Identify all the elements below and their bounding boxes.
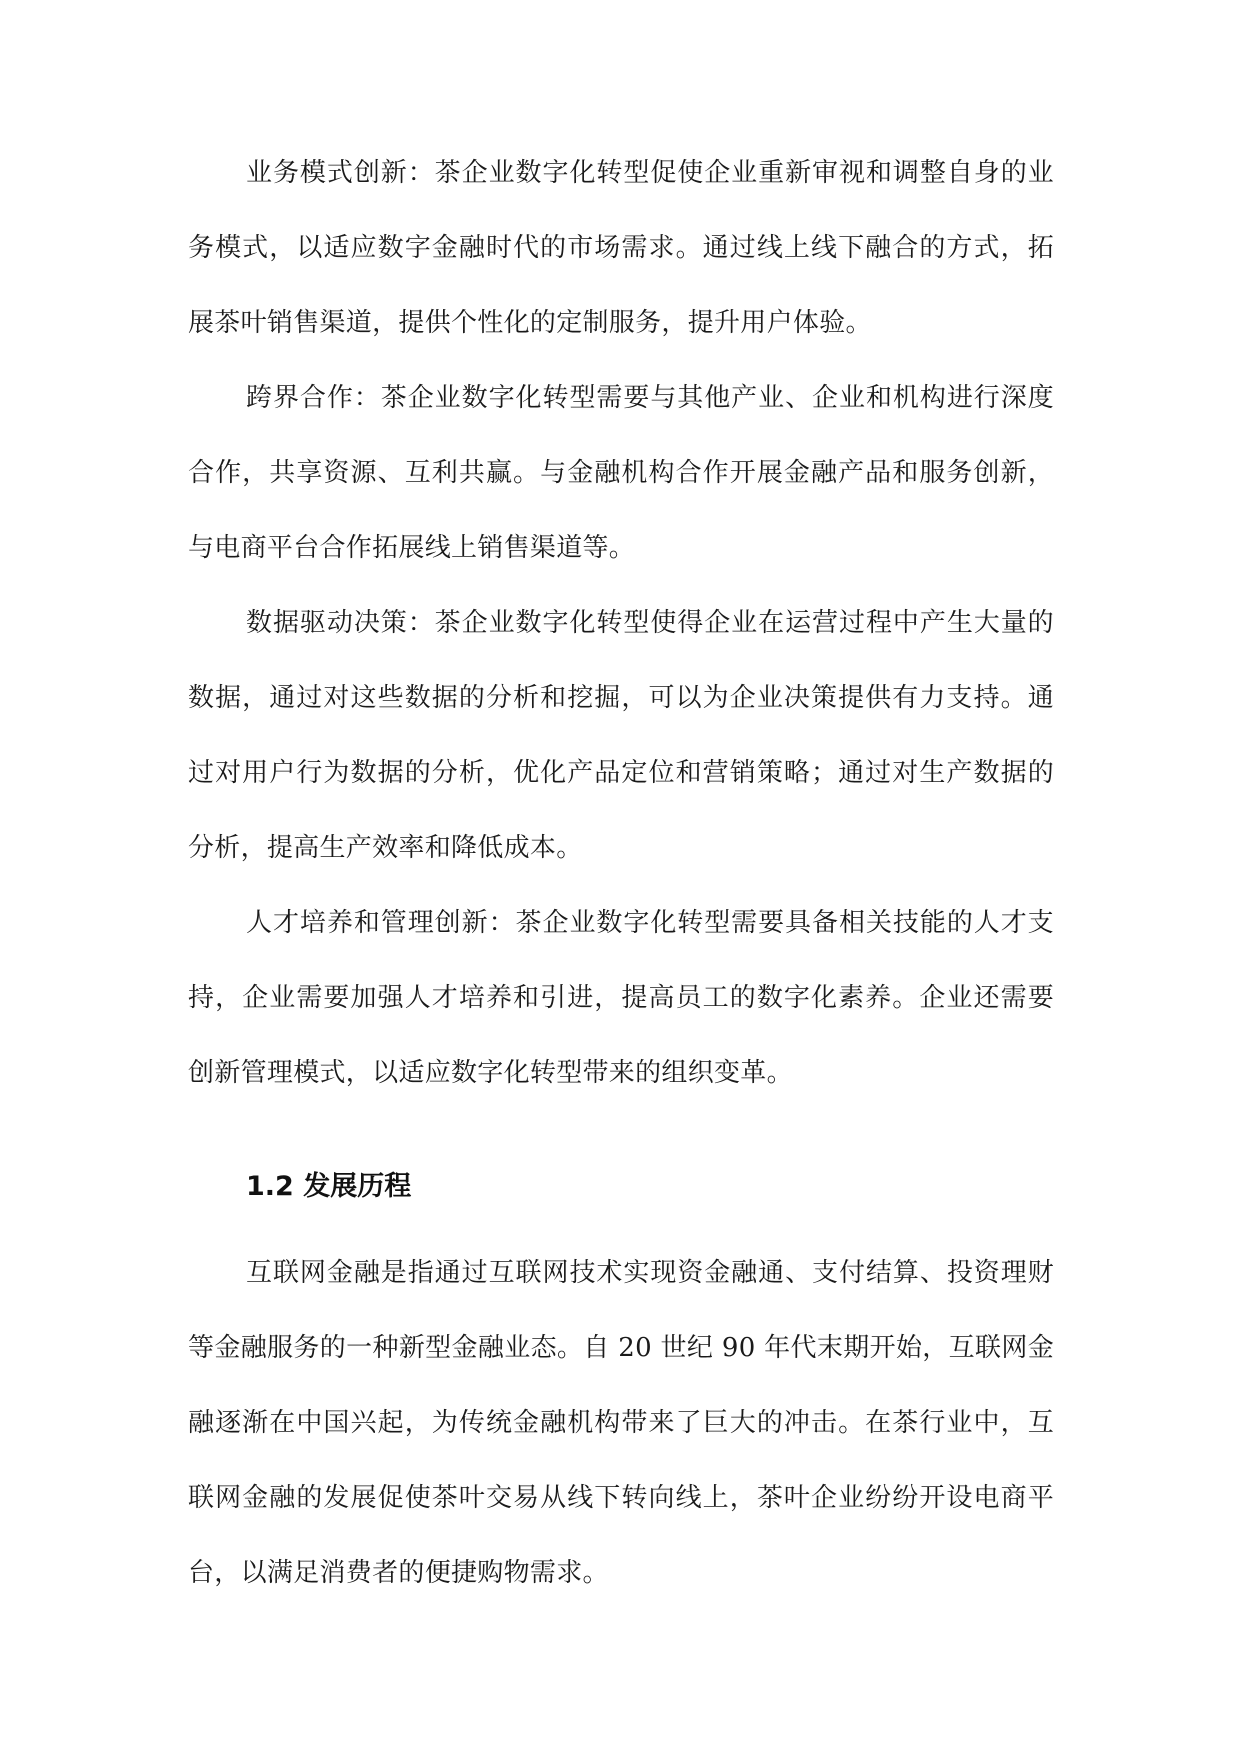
paragraph-business-model-innovation: 业务模式创新：茶企业数字化转型促使企业重新审视和调整自身的业务模式，以适应数字金融时代的市场需求。通过线上线下融合的方式，拓展茶叶销售渠道，提供个性化的定制服务，提升用户体验。 [188, 158, 1054, 338]
paragraph-talent-management: 人才培养和管理创新：茶企业数字化转型需要具备相关技能的人才支持，企业需要加强人才培养和引进，提高员工的数字化素养。企业还需要创新管理模式，以适应数字化转型带来的组织变革。 [188, 908, 1054, 1088]
paragraph-cross-border-cooperation: 跨界合作：茶企业数字化转型需要与其他产业、企业和机构进行深度合作，共享资源、互利共赢。与金融机构合作开展金融产品和服务创新，与电商平台合作拓展线上销售渠道等。 [188, 383, 1054, 563]
section-heading: 1.2 发展历程 [246, 1171, 412, 1202]
paragraph-data-driven-decision: 数据驱动决策：茶企业数字化转型使得企业在运营过程中产生大量的数据，通过对这些数据的分析和挖掘，可以为企业决策提供有力支持。通过对用户行为数据的分析，优化产品定位和营销策略；通过对生产数据的分析，提高生产效率和降低成本。 [188, 608, 1054, 863]
paragraph-internet-finance: 互联网金融是指通过互联网技术实现资金融通、支付结算、投资理财等金融服务的一种新型金融业态。自 20 世纪 90 年代末期开始，互联网金融逐渐在中国兴起，为传统金融机构带来了巨大的冲击。在茶行业中，互联网金融的发展促使茶叶交易从线下转向线上，茶叶企业纷纷开设电商平台，以满足消费者的便捷购物需求。 [188, 1258, 1054, 1588]
